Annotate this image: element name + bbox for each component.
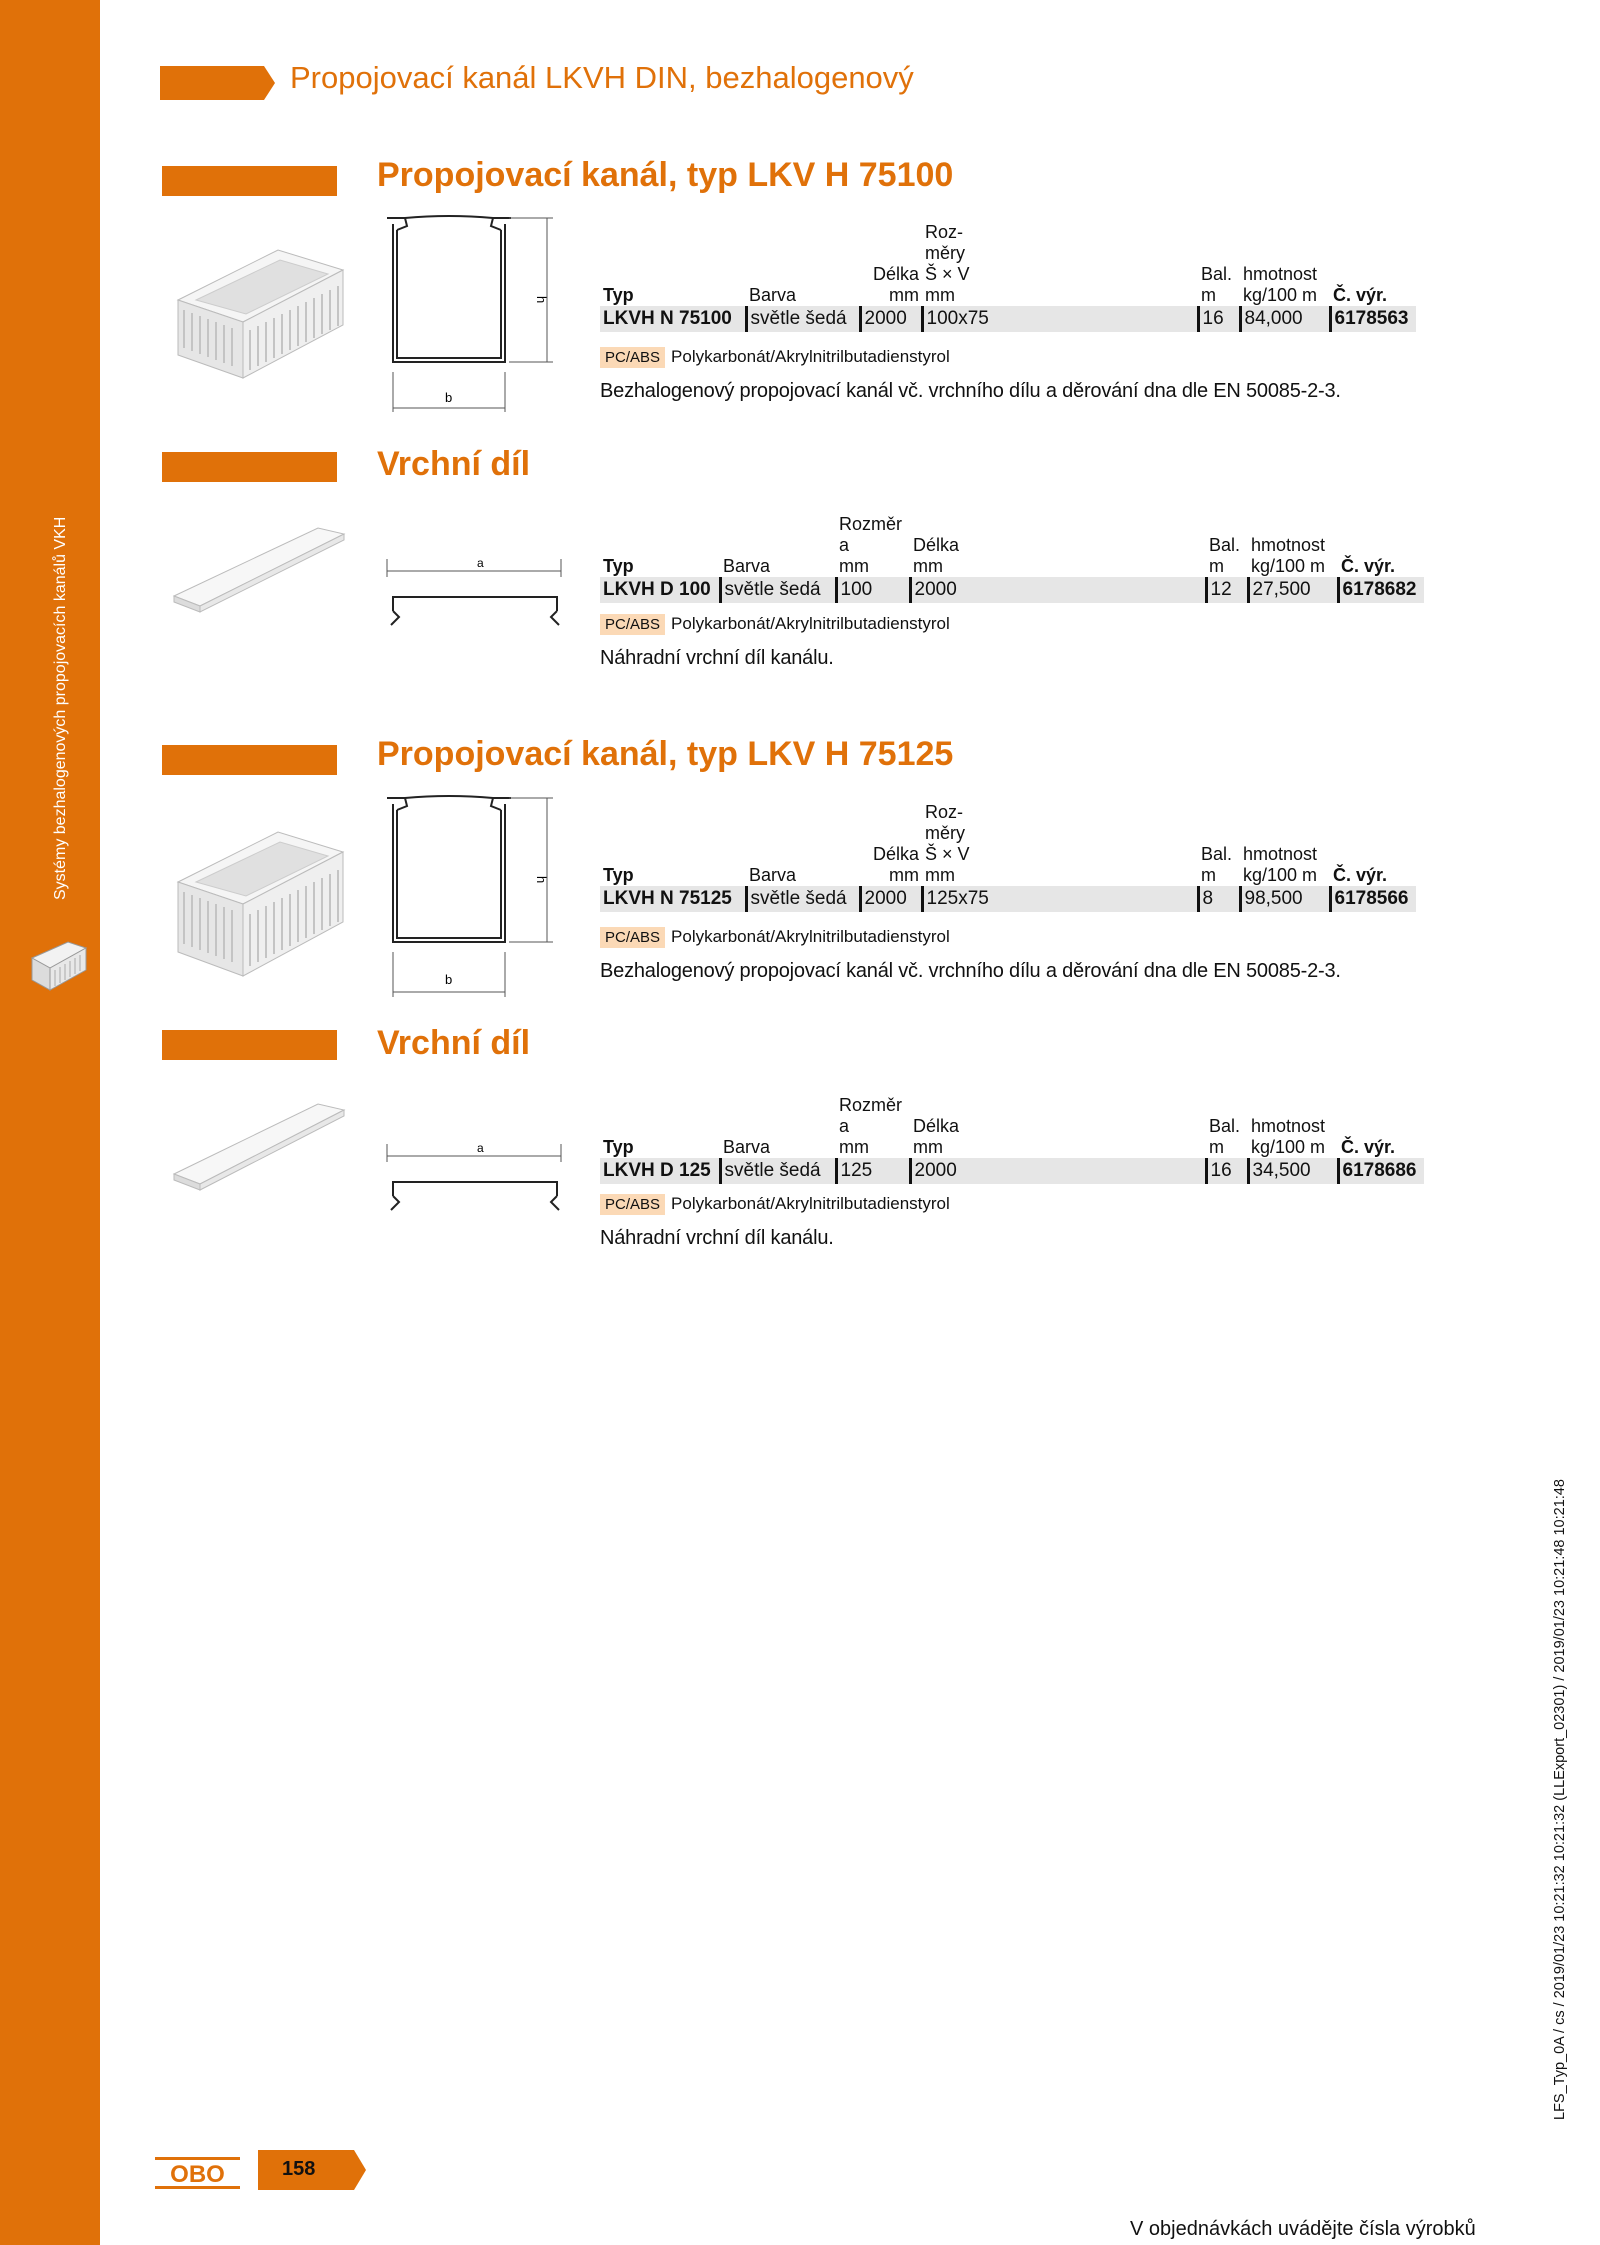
section-accent-bar <box>162 166 337 196</box>
col-header-barva: Barva <box>723 1137 771 1157</box>
col-header-typ: Typ <box>603 556 634 576</box>
material-name: Polykarbonát/Akrylnitrilbutadienstyrol <box>671 347 950 366</box>
cover-cross-section-drawing <box>385 555 565 645</box>
material-row <box>600 927 950 948</box>
dimension-a-label: a <box>477 1141 484 1155</box>
material-row <box>600 614 950 635</box>
footer-note: V objednávkách uvádějte čísla výrobků <box>1130 2218 1476 2240</box>
spec-table <box>600 222 1416 332</box>
col-header-barva: Barva <box>749 285 797 305</box>
col-header-typ: Typ <box>603 285 634 305</box>
cell-typ: LKVH D 100 <box>600 577 720 603</box>
channel-product-photo <box>168 820 348 980</box>
col-header-barva: Barva <box>749 865 797 885</box>
col-header-cvyr: Č. výr. <box>1341 1137 1396 1157</box>
col-header-barva: Barva <box>723 556 771 576</box>
cell-delka: 2000 <box>910 577 1206 603</box>
cell-typ: LKVH N 75125 <box>600 886 746 912</box>
cell-bal: 12 <box>1206 577 1248 603</box>
page-number: 158 <box>282 2158 316 2180</box>
cell-rozmer: 125 <box>836 1158 910 1184</box>
cell-delka: 2000 <box>860 886 922 912</box>
cell-rozmery: 100x75 <box>922 306 1198 332</box>
section-title: Vrchní díl <box>377 445 531 483</box>
col-header-rozmery: Roz- měry Š × V mm <box>925 222 970 305</box>
cover-product-photo <box>168 1098 348 1198</box>
product-description: Bezhalogenový propojovací kanál vč. vrchního dílu a děrování dna dle EN 50085-2-3. <box>600 960 1341 982</box>
spec-table <box>600 514 1424 603</box>
cell-delka: 2000 <box>910 1158 1206 1184</box>
col-header-bal: Bal. m <box>1201 264 1233 305</box>
col-header-delka: Délka mm <box>872 264 919 305</box>
cell-bal: 16 <box>1206 1158 1248 1184</box>
col-header-rozmery: Roz- měry Š × V mm <box>925 802 970 885</box>
spec-table <box>600 1095 1424 1184</box>
dimension-b-label: b <box>445 972 453 987</box>
material-badge: PC/ABS <box>600 927 665 948</box>
cell-hmotnost: 27,500 <box>1248 577 1338 603</box>
col-header-delka: Délka mm <box>872 844 919 885</box>
cell-hmotnost: 34,500 <box>1248 1158 1338 1184</box>
material-badge: PC/ABS <box>600 347 665 368</box>
cell-hmotnost: 98,500 <box>1240 886 1330 912</box>
material-badge: PC/ABS <box>600 614 665 635</box>
col-header-bal: Bal. m <box>1201 844 1233 885</box>
col-header-hmotnost: hmotnost kg/100 m <box>1251 1116 1326 1157</box>
col-header-bal: Bal. m <box>1209 1116 1241 1157</box>
material-badge: PC/ABS <box>600 1194 665 1215</box>
cell-rozmery: 125x75 <box>922 886 1198 912</box>
col-header-delka: Délka mm <box>913 535 960 576</box>
col-header-delka: Délka mm <box>913 1116 960 1157</box>
col-header-cvyr: Č. výr. <box>1341 556 1396 576</box>
col-header-bal: Bal. m <box>1209 535 1241 576</box>
channel-product-photo <box>168 230 348 380</box>
sidebar <box>0 0 100 2245</box>
material-name: Polykarbonát/Akrylnitrilbutadienstyrol <box>671 1194 950 1213</box>
col-header-hmotnost: hmotnost kg/100 m <box>1251 535 1326 576</box>
product-description: Bezhalogenový propojovací kanál vč. vrchního dílu a děrování dna dle EN 50085-2-3. <box>600 380 1341 402</box>
material-name: Polykarbonát/Akrylnitrilbutadienstyrol <box>671 614 950 633</box>
print-metadata: LFS_Typ_0A / cs / 2019/01/23 10:21:32 10:21:32 (LLExport_02301) / 2019/01/23 10:21:48 10:21:48 <box>1552 1479 1568 2120</box>
cell-barva: světle šedá <box>720 577 836 603</box>
section-title: Propojovací kanál, typ LKV H 75100 <box>377 156 954 194</box>
col-header-rozmer: Rozměr a mm <box>839 1095 903 1157</box>
col-header-rozmer: Rozměr a mm <box>839 514 903 576</box>
col-header-cvyr: Č. výr. <box>1333 865 1388 885</box>
logo-text: OBO <box>170 2161 225 2188</box>
dimension-h-label: h <box>534 296 549 304</box>
col-header-typ: Typ <box>603 865 634 885</box>
obo-logo <box>155 2155 240 2191</box>
material-name: Polykarbonát/Akrylnitrilbutadienstyrol <box>671 927 950 946</box>
table-row <box>600 306 1416 332</box>
material-row <box>600 347 950 368</box>
dimension-h-label: h <box>534 876 549 884</box>
section-title: Propojovací kanál, typ LKV H 75125 <box>377 735 954 773</box>
table-row <box>600 1158 1424 1184</box>
page-title: Propojovací kanál LKVH DIN, bezhalogenový <box>290 60 914 95</box>
cell-barva: světle šedá <box>746 306 860 332</box>
cover-cross-section-drawing <box>385 1140 565 1230</box>
cell-cvyr: 6178682 <box>1338 577 1424 603</box>
spec-table <box>600 802 1416 912</box>
cell-hmotnost: 84,000 <box>1240 306 1330 332</box>
cell-typ: LKVH D 125 <box>600 1158 720 1184</box>
cell-bal: 16 <box>1198 306 1240 332</box>
cell-bal: 8 <box>1198 886 1240 912</box>
cell-typ: LKVH N 75100 <box>600 306 746 332</box>
cell-rozmer: 100 <box>836 577 910 603</box>
col-header-hmotnost: hmotnost kg/100 m <box>1243 844 1318 885</box>
cell-cvyr: 6178686 <box>1338 1158 1424 1184</box>
cell-barva: světle šedá <box>746 886 860 912</box>
section-accent-bar <box>162 745 337 775</box>
product-description: Náhradní vrchní díl kanálu. <box>600 1227 834 1249</box>
cell-cvyr: 6178566 <box>1330 886 1416 912</box>
cell-barva: světle šedá <box>720 1158 836 1184</box>
col-header-cvyr: Č. výr. <box>1333 285 1388 305</box>
section-accent-bar <box>162 452 337 482</box>
channel-cross-section-drawing <box>385 792 565 1002</box>
sidebar-caption: Systémy bezhalogenových propojovacích kanálů VKH <box>52 516 69 900</box>
material-row <box>600 1194 950 1215</box>
cover-product-photo <box>168 520 348 620</box>
section-accent-bar <box>162 1030 337 1060</box>
cell-cvyr: 6178563 <box>1330 306 1416 332</box>
col-header-hmotnost: hmotnost kg/100 m <box>1243 264 1318 305</box>
cell-delka: 2000 <box>860 306 922 332</box>
product-description: Náhradní vrchní díl kanálu. <box>600 647 834 669</box>
dimension-b-label: b <box>445 390 453 405</box>
table-row <box>600 886 1416 912</box>
section-title: Vrchní díl <box>377 1024 531 1062</box>
dimension-a-label: a <box>477 556 484 570</box>
product-thumbnail-icon <box>28 938 92 994</box>
col-header-typ: Typ <box>603 1137 634 1157</box>
channel-cross-section-drawing <box>385 212 565 412</box>
table-row <box>600 577 1424 603</box>
header-accent-bar <box>160 66 275 100</box>
